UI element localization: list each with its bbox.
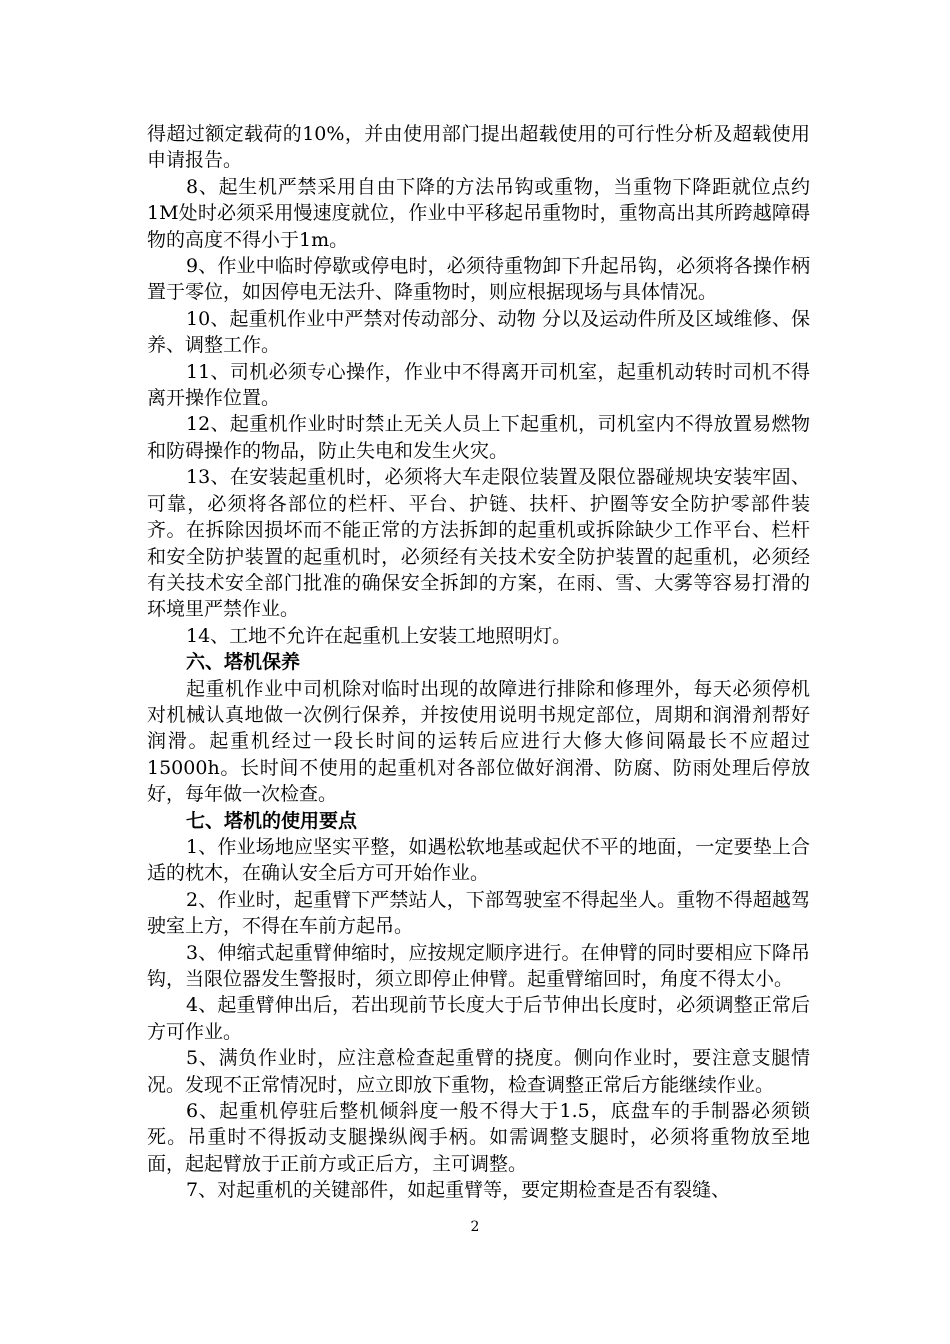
document-body [147, 121, 810, 1204]
list-item-14: 14、工地不允许在起重机上安装工地照明灯。 [186, 624, 572, 647]
section-heading-maintenance: 六、塔机保养 [186, 651, 301, 674]
list-item-10: 10、起重机作业中严禁对传动部分、动物 分以及运动件所及区域维修、保养、调整工作。 [147, 307, 810, 357]
paragraph-continuation: 得超过额定载荷的10%，并由使用部门提出超载使用的可行性分析及超载使用申请报告。 [147, 123, 810, 172]
usage-item-2: 2、作业时，起重臂下严禁站人，下部驾驶室不得起坐人。重物不得超越驾驶室上方，不得在车前方起吊。 [147, 888, 810, 938]
usage-item-6: 6、起重机停驻后整机倾斜度一般不得大于1.5，底盘车的手制器必须锁死。吊重时不得扳动支腿操纵阀手柄。如需调整支腿时，必须将重物放至地面，起起臂放于正前方或正后方，主可调整。 [147, 1100, 810, 1175]
list-item-12: 12、起重机作业时时禁止无关人员上下起重机，司机室内不得放置易燃物和防碍操作的物品，防止失电和发生火灾。 [147, 413, 810, 462]
usage-item-1: 1、作业场地应坚实平整，如遇松软地基或起伏不平的地面，一定要垫上合适的枕木，在确认安全后方可开始作业。 [147, 835, 810, 885]
section-heading-usage: 七、塔机的使用要点 [186, 809, 358, 832]
page-number: 2 [470, 1219, 480, 1235]
usage-item-5: 5、满负作业时，应注意检查起重臂的挠度。侧向作业时，要注意支腿情况。发现不正常情况时，应立即放下重物，检查调整正常后方能继续作业。 [147, 1047, 810, 1096]
list-item-8: 8、起生机严禁采用自由下降的方法吊钩或重物，当重物下降距就位点约1M处时必须采用慢速度就位，作业中平移起吊重物时，重物高出其所跨越障碍物的高度不得小于1m。 [147, 175, 810, 251]
list-item-13: 13、在安装起重机时，必须将大车走限位装置及限位器碰规块安装牢固、可靠，必须将各部位的栏杆、平台、护链、扶杆、护圈等安全防护零部件装齐。在拆除因损坏而不能正常的方法拆卸的起重机或拆除缺少工作平台、栏杆和安全防护装置的起重机时，必须经有关技术安全防护装置的起重机，必须经有关技术安全部门批准的确保安全拆卸的方案，在雨、雪、大雾等容易打滑的环境里严禁作业。 [147, 466, 810, 621]
list-item-11: 11、司机必须专心操作，作业中不得离开司机室，起重机动转时司机不得离开操作位置。 [147, 360, 810, 410]
usage-item-7: 7、对起重机的关键部件，如起重臂等，要定期检查是否有裂缝、 [186, 1179, 731, 1202]
list-item-9: 9、作业中临时停歇或停电时，必须待重物卸下升起吊钩，必须将各操作柄置于零位，如因停电无法升、降重物时，则应根据现场与具体情况。 [147, 255, 810, 304]
usage-item-3: 3、伸缩式起重臂伸缩时，应按规定顺序进行。在伸臂的同时要相应下降吊钩，当限位器发生警报时，须立即停止伸臂。起重臂缩回时，角度不得太小。 [147, 941, 810, 990]
maintenance-paragraph: 起重机作业中司机除对临时出现的故障进行排除和修理外，每天必须停机对机械认真地做一次例行保养，并按使用说明书规定部位，周期和润滑剂帮好润滑。起重机经过一段长时间的运转后应进行大修大修间隔最长不应超过15000h。长时间不使用的起重机对各部位做好润滑、防腐、防雨处理后停放好，每年做一次检查。 [147, 677, 810, 806]
usage-item-4: 4、起重臂伸出后，若出现前节长度大于后节伸出长度时，必须调整正常后方可作业。 [147, 994, 810, 1043]
